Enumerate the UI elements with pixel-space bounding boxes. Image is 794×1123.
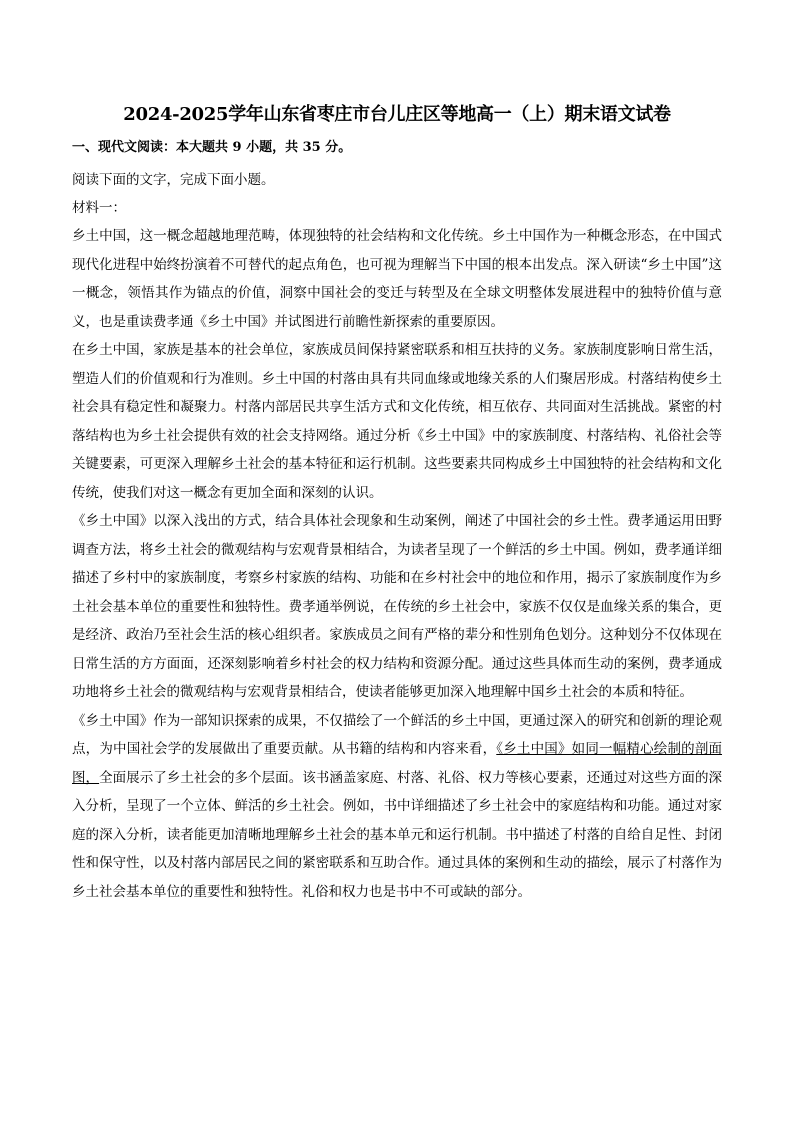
paragraph-1: 乡土中国，这一概念超越地理范畴，体现独特的社会结构和文化传统。乡土中国作为一种概念形态，在中国式现代化进程中始终扮演着不可替代的起点角色，也可视为理解当下中国的根本出发点。深入研读“乡土中国”这一概念，领悟其作为锚点的价值，洞察中国社会的变迁与转型及在全球文明整体发展进程中的独特价值与意义，也是重读费孝通《乡土中国》并试图进行前瞻性新探索的重要原因。 — [72, 228, 722, 330]
material-label: 材料一： — [72, 200, 126, 216]
reading-instruction: 阅读下面的文字，完成下面小题。 — [72, 172, 275, 188]
paragraph-3: 《乡土中国》以深入浅出的方式，结合具体社会现象和生动案例，阐述了中国社会的乡土性。费孝通运用田野调查方法，将乡土社会的微观结构与宏观背景相结合，为读者呈现了一个鲜活的乡土中国。例如，费孝通详细描述了乡村中的家族制度，考察乡村家族的结构、功能和在乡村社会中的地位和作用，揭示了家族制度作为乡土社会基本单位的重要性和独特性。费孝通举例说，在传统的乡土社会中，家族不仅仅是血缘关系的集合，更是经济、政治乃至社会生活的核心组织者。家族成员之间有严格的辈分和性别角色划分。这种划分不仅体现在日常生活的方方面面，还深刻影响着乡村社会的权力结构和资源分配。通过这些具体而生动的案例，费孝通成功地将乡土社会的微观结构与宏观背景相结合，使读者能够更加深入地理解中国乡土社会的本质和特征。 — [72, 513, 722, 700]
section-heading: 一、现代文阅读：本大题共 9 小题，共 35 分。 — [72, 140, 352, 155]
underlined-sentence: 《乡土中国》如同一幅精心绘制的剖面图， — [72, 741, 723, 786]
exam-page — [72, 100, 722, 906]
exam-title: 2024-2025学年山东省枣庄市台儿庄区等地高一（上）期末语文试卷 — [123, 104, 671, 125]
paragraph-2: 在乡土中国，家族是基本的社会单位，家族成员间保持紧密联系和相互扶持的义务。家族制度影响日常生活，塑造人们的价值观和行为准则。乡土中国的村落由具有共同血缘或地缘关系的人们聚居形成。村落结构使乡土社会具有稳定性和凝聚力。村落内部居民共享生活方式和文化传统，相互依存、共同面对生活挑战。紧密的村落结构也为乡土社会提供有效的社会支持网络。通过分析《乡土中国》中的家族制度、村落结构、礼俗社会等关键要素，可更深入理解乡土社会的基本特征和运行机制。这些要素共同构成乡土中国独特的社会结构和文化传统，使我们对这一概念有更加全面和深刻的认识。 — [72, 342, 722, 501]
paragraph-4-part-a: 《乡土中国》作为一部知识探索的成果，不仅描绘了一个鲜活的乡土中国，更通过深入的研究和创新的理论观点，为中国社会学的发展做出了重要贡献。从书籍的结构和内容来看， — [72, 712, 722, 757]
paragraph-4 — [72, 707, 722, 907]
paragraph-4-part-b: 全面展示了乡土社会的多个层面。该书涵盖家庭、村落、礼俗、权力等核心要素，还通过对这些方面的深入分析，呈现了一个立体、鲜活的乡土社会。例如，书中详细描述了乡土社会中的家庭结构和功能。通过对家庭的深入分析，读者能更加清晰地理解乡土社会的基本单元和运行机制。书中描述了村落的自给自足性、封闭性和保守性，以及村落内部居民之间的紧密联系和互助合作。通过具体的案例和生动的描绘，展示了村落作为乡土社会基本单位的重要性和独特性。礼俗和权力也是书中不可或缺的部分。 — [72, 769, 723, 900]
